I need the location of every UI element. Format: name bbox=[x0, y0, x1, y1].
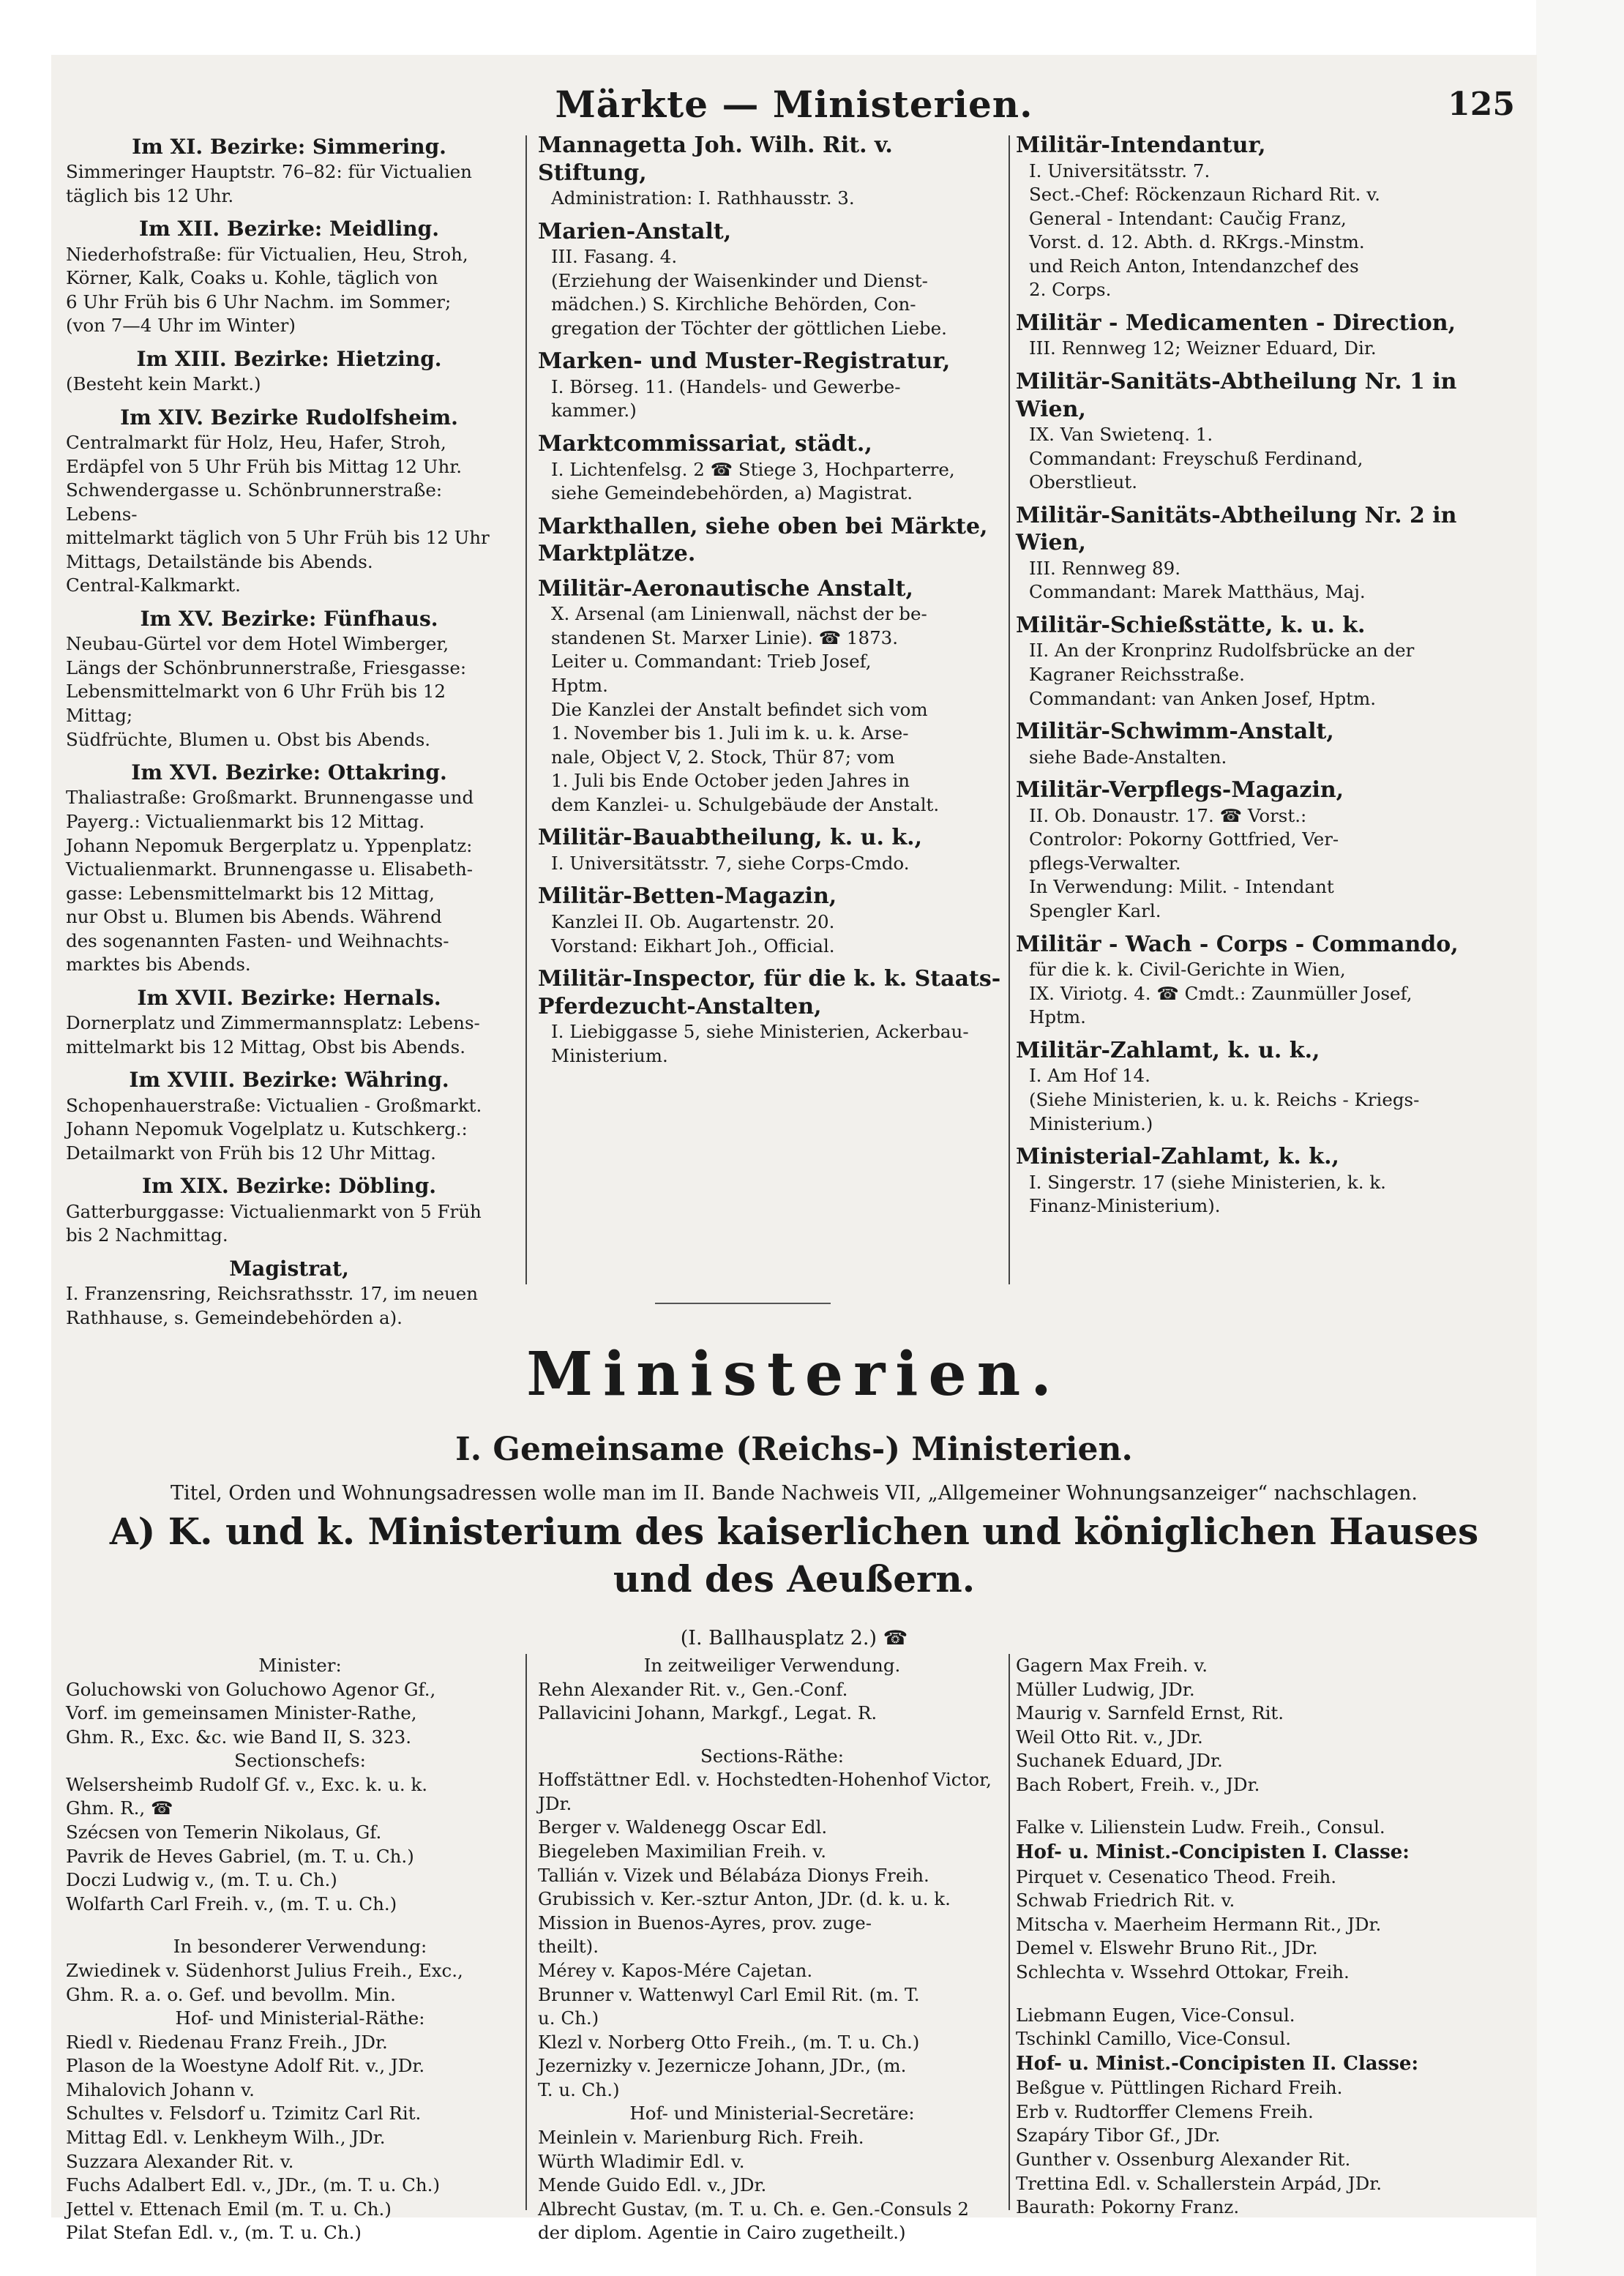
ministries-title: Ministerien. bbox=[526, 1339, 1062, 1410]
staff-entry: Brunner v. Wattenwyl Carl Emil Rit. (m. T. bbox=[538, 1983, 920, 2005]
staff-entry: Fuchs Adalbert Edl. v., JDr., (m. T. u. Ch.) bbox=[66, 2174, 441, 2196]
staff-entry: Tallián v. Vizek und Bélabáza Dionys Freih. bbox=[538, 1864, 929, 1886]
entry-title: Marktcommissariat, städt., bbox=[538, 431, 872, 457]
district-detail: Thaliastraße: Großmarkt. Brunnengasse und bbox=[66, 787, 474, 809]
district-entry bbox=[66, 605, 512, 752]
district-detail: Johann Nepomuk Vogelplatz u. Kutschkerg.: bbox=[66, 1118, 468, 1140]
staff-entry: Albrecht Gustav, (m. T. u. Ch. e. Gen.-Consuls 2 bbox=[538, 2198, 969, 2220]
entry-detail: IX. Van Swietenq. 1. bbox=[1029, 424, 1213, 446]
entry-detail: 2. Corps. bbox=[1029, 279, 1112, 301]
entry-title: Marken- und Muster-Registratur, bbox=[538, 348, 951, 375]
staff-group-heading: In besonderer Verwendung: bbox=[173, 1936, 427, 1958]
district-entry bbox=[66, 1255, 512, 1330]
district-detail: des sogenannten Fasten- und Weihnachts- bbox=[66, 929, 449, 951]
entry-detail: Commandant: Freyschuß Ferdinand, bbox=[1029, 447, 1363, 469]
entry-detail: III. Fasang. 4. bbox=[551, 246, 678, 268]
staff-entry: Berger v. Waldenegg Oscar Edl. bbox=[538, 1816, 828, 1838]
page-margin bbox=[1536, 0, 1624, 2276]
directory-entry bbox=[1016, 931, 1528, 1030]
staff-entry: Gagern Max Freih. v. bbox=[1016, 1655, 1208, 1676]
entry-detail: X. Arsenal (am Linienwall, nächst der be- bbox=[551, 603, 927, 625]
entry-detail: Leiter u. Commandant: Trieb Josef, bbox=[551, 651, 872, 673]
staff-column-middle bbox=[538, 1654, 1006, 2245]
district-detail: mittelmarkt täglich von 5 Uhr Früh bis 12 Uhr bbox=[66, 527, 490, 549]
entry-title: Ministerial-Zahlamt, k. k., bbox=[1016, 1144, 1339, 1170]
district-entry bbox=[66, 345, 512, 397]
staff-entry: Beßgue v. Püttlingen Richard Freih. bbox=[1016, 2077, 1343, 2099]
entry-detail: I. Börseg. 11. (Handels- und Gewerbe- bbox=[551, 375, 901, 397]
district-detail: Südfrüchte, Blumen u. Obst bis Abends. bbox=[66, 728, 431, 750]
staff-column-left bbox=[66, 1654, 534, 2245]
directory-entry bbox=[1016, 368, 1528, 495]
entry-title: Mannagetta Joh. Wilh. Rit. v. Stiftung, bbox=[538, 132, 893, 186]
directory-entry bbox=[1016, 310, 1528, 361]
district-heading: Im XIV. Bezirke Rudolfsheim. bbox=[120, 405, 458, 430]
entry-title: Militär-Betten-Magazin, bbox=[538, 883, 837, 910]
entry-detail: I. Universitätsstr. 7, siehe Corps-Cmdo. bbox=[551, 852, 910, 874]
entry-detail: In Verwendung: Milit. - Intendant bbox=[1029, 876, 1334, 898]
entry-title: Militär-Aeronautische Anstalt, bbox=[538, 575, 913, 602]
entry-detail: gregation der Töchter der göttlichen Liebe. bbox=[551, 317, 947, 339]
staff-entry: Erb v. Rudtorffer Clemens Freih. bbox=[1016, 2100, 1314, 2122]
staff-entry: Mitscha v. Maerheim Hermann Rit., JDr. bbox=[1016, 1913, 1382, 1935]
entry-detail: kammer.) bbox=[551, 400, 637, 422]
entry-detail: (Erziehung der Waisenkinder und Dienst- bbox=[551, 269, 928, 291]
staff-entry: Maurig v. Sarnfeld Ernst, Rit. bbox=[1016, 1702, 1284, 1724]
entry-detail: Sect.-Chef: Röckenzaun Richard Rit. v. bbox=[1029, 184, 1380, 206]
district-detail: Victualienmarkt. Brunnengasse u. Elisabeth- bbox=[66, 858, 474, 880]
directory-entry bbox=[1016, 502, 1528, 604]
staff-entry: Wolfarth Carl Freih. v., (m. T. u. Ch.) bbox=[66, 1893, 397, 1914]
entry-title: Militär-Intendantur, bbox=[1016, 132, 1266, 158]
staff-entry: Pavrik de Heves Gabriel, (m. T. u. Ch.) bbox=[66, 1845, 414, 1867]
entry-title: Militär - Medicamenten - Direction, bbox=[1016, 310, 1456, 336]
staff-entry: Müller Ludwig, JDr. bbox=[1016, 1678, 1195, 1700]
entry-detail: Finanz-Ministerium). bbox=[1029, 1195, 1221, 1217]
district-detail: nur Obst u. Blumen bis Abends. Während bbox=[66, 906, 442, 928]
entry-title: Militär-Inspector, für die k. k. Staats-Pferdezucht-Anstalten, bbox=[538, 966, 1001, 1019]
directory-entry bbox=[538, 824, 1006, 875]
staff-entry: Mittag Edl. v. Lenkheym Wilh., JDr. bbox=[66, 2126, 386, 2148]
staff-entry: Doczi Ludwig v., (m. T. u. Ch.) bbox=[66, 1869, 337, 1891]
staff-entry: Jezernizky v. Jezernicze Johann, JDr., (m. bbox=[538, 2055, 907, 2077]
staff-entry: Mérey v. Kapos-Mére Cajetan. bbox=[538, 1959, 813, 1981]
directory-entry bbox=[538, 348, 1006, 423]
staff-entry: Schlechta v. Wssehrd Ottokar, Freih. bbox=[1016, 1961, 1350, 1983]
district-detail: (von 7—4 Uhr im Winter) bbox=[66, 315, 296, 337]
district-detail: Central-Kalkmarkt. bbox=[66, 574, 241, 596]
staff-group-heading: Hof- u. Minist.-Concipisten II. Classe: bbox=[1016, 2052, 1419, 2075]
column-rule bbox=[1009, 1654, 1010, 2210]
staff-entry: Vorf. im gemeinsamen Minister-Rathe, bbox=[66, 1702, 417, 1724]
staff-entry: JDr. bbox=[538, 1792, 572, 1814]
district-detail: Johann Nepomuk Bergerplatz u. Yppenplatz: bbox=[66, 834, 473, 856]
staff-entry: Plason de la Woestyne Adolf Rit. v., JDr. bbox=[66, 2055, 425, 2077]
staff-entry: der diplom. Agentie in Cairo zugetheilt.) bbox=[538, 2222, 906, 2244]
directory-column-middle bbox=[538, 132, 1006, 1075]
entry-detail: I. Singerstr. 17 (siehe Ministerien, k. k. bbox=[1029, 1171, 1386, 1193]
directory-entry bbox=[538, 218, 1006, 341]
entry-detail: für die k. k. Civil-Gerichte in Wien, bbox=[1029, 959, 1346, 981]
entry-detail: Controlor: Pokorny Gottfried, Ver- bbox=[1029, 828, 1339, 850]
district-detail: Payerg.: Victualienmarkt bis 12 Mittag. bbox=[66, 810, 425, 832]
staff-entry: Hoffstättner Edl. v. Hochstedten-Hohenhof Victor, bbox=[538, 1769, 992, 1791]
entry-detail: pflegs-Verwalter. bbox=[1029, 852, 1181, 874]
entry-detail: General - Intendant: Caučig Franz, bbox=[1029, 207, 1347, 229]
ministry-address: (I. Ballhausplatz 2.) ☎ bbox=[680, 1627, 908, 1650]
entry-detail: siehe Bade-Anstalten. bbox=[1029, 746, 1227, 768]
staff-entry: Biegeleben Maximilian Freih. v. bbox=[538, 1841, 826, 1863]
staff-entry: Ghm. R., Exc. &c. wie Band II, S. 323. bbox=[66, 1726, 411, 1748]
entry-detail: Hptm. bbox=[1029, 1006, 1086, 1028]
entry-title: Militär - Wach - Corps - Commando, bbox=[1016, 931, 1459, 957]
staff-entry: Würth Wladimir Edl. v. bbox=[538, 2150, 745, 2172]
staff-column-right bbox=[1016, 1654, 1528, 2220]
spacer bbox=[1016, 1985, 1528, 2004]
district-detail: Schopenhauerstraße: Victualien - Großmarkt. bbox=[66, 1094, 482, 1116]
staff-entry: Schultes v. Felsdorf u. Tzimitz Carl Rit. bbox=[66, 2103, 422, 2125]
spacer bbox=[1016, 1797, 1528, 1816]
district-heading: Im XII. Bezirke: Meidling. bbox=[139, 217, 439, 242]
staff-entry: u. Ch.) bbox=[538, 2007, 599, 2029]
district-entry bbox=[66, 215, 512, 338]
entry-detail: I. Lichtenfelsg. 2 ☎ Stiege 3, Hochparterre, bbox=[551, 458, 955, 480]
entry-detail: Vorstand: Eikhart Joh., Official. bbox=[551, 935, 835, 957]
entry-title: Militär-Sanitäts-Abtheilung Nr. 1 in Wien, bbox=[1016, 369, 1457, 422]
district-entry bbox=[66, 759, 512, 977]
page-number: 125 bbox=[1448, 86, 1515, 123]
spacer bbox=[66, 1916, 534, 1935]
staff-group-heading: Hof- u. Minist.-Concipisten I. Classe: bbox=[1016, 1841, 1410, 1864]
entry-title: Militär-Zahlamt, k. u. k., bbox=[1016, 1037, 1320, 1063]
staff-entry: Szapáry Tibor Gf., JDr. bbox=[1016, 2125, 1221, 2146]
directory-column-right bbox=[1016, 132, 1528, 1226]
staff-entry: Welsersheimb Rudolf Gf. v., Exc. k. u. k. bbox=[66, 1773, 428, 1795]
entry-detail: standenen St. Marxer Linie). ☎ 1873. bbox=[551, 626, 899, 648]
entry-detail: III. Rennweg 12; Weizner Eduard, Dir. bbox=[1029, 337, 1377, 359]
section-divider bbox=[655, 1303, 831, 1304]
staff-entry: Bach Robert, Freih. v., JDr. bbox=[1016, 1773, 1260, 1795]
entry-detail: Kanzlei II. Ob. Augartenstr. 20. bbox=[551, 910, 835, 932]
directory-page bbox=[51, 55, 1537, 2244]
district-detail: Mittags, Detailstände bis Abends. bbox=[66, 550, 373, 572]
staff-group-heading: In zeitweiliger Verwendung. bbox=[643, 1655, 901, 1676]
district-detail: Lebensmittelmarkt von 6 Uhr Früh bis 12 Mittag; bbox=[66, 681, 446, 726]
staff-entry: Grubissich v. Ker.-sztur Anton, JDr. (d. k. u. k. bbox=[538, 1888, 951, 1910]
directory-entry bbox=[538, 430, 1006, 506]
spacer bbox=[538, 1726, 1006, 1745]
district-detail: Gatterburggasse: Victualienmarkt von 5 Früh bbox=[66, 1200, 482, 1222]
column-rule bbox=[1009, 135, 1010, 1284]
district-heading: Im XV. Bezirke: Fünfhaus. bbox=[140, 607, 438, 632]
district-detail: Detailmarkt von Früh bis 12 Uhr Mittag. bbox=[66, 1142, 436, 1164]
staff-entry: Pallavicini Johann, Markgf., Legat. R. bbox=[538, 1702, 878, 1724]
district-heading: Im XI. Bezirke: Simmering. bbox=[132, 135, 446, 159]
directory-entry bbox=[538, 965, 1006, 1068]
staff-entry: Ghm. R. a. o. Gef. und bevollm. Min. bbox=[66, 1983, 396, 2005]
lookup-note: Titel, Orden und Wohnungsadressen wolle man im II. Bande Nachweis VII, „Allgemeiner Wohnungsanzeiger“ nachschlagen. bbox=[171, 1482, 1418, 1505]
district-detail: I. Franzensring, Reichsrathsstr. 17, im neuen bbox=[66, 1283, 479, 1304]
district-heading: Im XVIII. Bezirke: Währing. bbox=[129, 1068, 449, 1093]
entry-detail: Commandant: van Anken Josef, Hptm. bbox=[1029, 687, 1377, 709]
ministry-section-title: A) K. und k. Ministerium des kaiserlichen und königlichen Hauses und des Aeußern. bbox=[109, 1510, 1479, 1601]
district-detail: Neubau-Gürtel vor dem Hotel Wimberger, bbox=[66, 633, 449, 655]
staff-entry: Baurath: Pokorny Franz. bbox=[1016, 2196, 1240, 2218]
entry-detail: II. Ob. Donaustr. 17. ☎ Vorst.: bbox=[1029, 804, 1307, 826]
column-rule bbox=[525, 135, 527, 1284]
staff-entry: Mihalovich Johann v. bbox=[66, 2078, 255, 2100]
staff-entry: Weil Otto Rit. v., JDr. bbox=[1016, 1726, 1203, 1748]
staff-entry: Pirquet v. Cesenatico Theod. Freih. bbox=[1016, 1865, 1337, 1887]
staff-entry: T. u. Ch.) bbox=[538, 2078, 620, 2100]
staff-entry: Mende Guido Edl. v., JDr. bbox=[538, 2174, 767, 2196]
district-heading: Im XVII. Bezirke: Hernals. bbox=[137, 986, 441, 1011]
entry-detail: Commandant: Marek Matthäus, Maj. bbox=[1029, 581, 1366, 603]
staff-entry: Tschinkl Camillo, Vice-Consul. bbox=[1016, 2028, 1291, 2050]
entry-detail: nale, Object V, 2. Stock, Thür 87; vom bbox=[551, 746, 895, 768]
entry-detail: 1. Juli bis Ende October jeden Jahres in bbox=[551, 770, 910, 792]
entry-detail: Spengler Karl. bbox=[1029, 900, 1161, 922]
staff-group-heading: Hof- und Ministerial-Räthe: bbox=[175, 2007, 425, 2029]
entry-detail: II. An der Kronprinz Rudolfsbrücke an der bbox=[1029, 640, 1415, 662]
staff-entry: Zwiedinek v. Südenhorst Julius Freih., Exc., bbox=[66, 1959, 463, 1981]
district-detail: Simmeringer Hauptstr. 76–82: für Victualien bbox=[66, 161, 472, 183]
district-detail: täglich bis 12 Uhr. bbox=[66, 184, 234, 206]
district-entry bbox=[66, 404, 512, 598]
staff-entry: Meinlein v. Marienburg Rich. Freih. bbox=[538, 2126, 864, 2148]
district-detail: Körner, Kalk, Coaks u. Kohle, täglich von bbox=[66, 267, 438, 289]
directory-entry bbox=[1016, 1143, 1528, 1219]
entry-detail: Vorst. d. 12. Abth. d. RKrgs.-Minstm. bbox=[1029, 231, 1365, 253]
ministries-subtitle: I. Gemeinsame (Reichs-) Ministerien. bbox=[455, 1431, 1133, 1468]
entry-detail: III. Rennweg 89. bbox=[1029, 557, 1181, 579]
entry-detail: dem Kanzlei- u. Schulgebäude der Anstalt. bbox=[551, 793, 940, 815]
directory-entry bbox=[538, 575, 1006, 817]
entry-detail: 1. November bis 1. Juli im k. u. k. Arse- bbox=[551, 722, 909, 744]
district-detail: Centralmarkt für Holz, Heu, Hafer, Stroh, bbox=[66, 431, 446, 453]
staff-entry: Riedl v. Riedenau Franz Freih., JDr. bbox=[66, 2031, 388, 2053]
district-detail: Rathhause, s. Gemeindebehörden a). bbox=[66, 1306, 403, 1328]
staff-entry: Suzzara Alexander Rit. v. bbox=[66, 2150, 294, 2172]
entry-detail: I. Am Hof 14. bbox=[1029, 1065, 1150, 1087]
directory-entry bbox=[1016, 1037, 1528, 1136]
entry-detail: Hptm. bbox=[551, 674, 608, 696]
district-detail: mittelmarkt bis 12 Mittag, Obst bis Abends. bbox=[66, 1036, 465, 1057]
district-entry bbox=[66, 1066, 512, 1165]
entry-detail: IX. Viriotg. 4. ☎ Cmdt.: Zaunmüller Josef, bbox=[1029, 982, 1412, 1004]
staff-entry: Suchanek Eduard, JDr. bbox=[1016, 1750, 1223, 1772]
district-detail: bis 2 Nachmittag. bbox=[66, 1224, 228, 1246]
district-heading: Im XIX. Bezirke: Döbling. bbox=[141, 1174, 437, 1199]
entry-title: Markthallen, siehe oben bei Märkte, Marktplätze. bbox=[538, 513, 988, 567]
market-column bbox=[66, 132, 512, 1337]
staff-entry: theilt). bbox=[538, 1936, 599, 1958]
entry-title: Militär-Schießstätte, k. u. k. bbox=[1016, 612, 1366, 638]
staff-entry: Rehn Alexander Rit. v., Gen.-Conf. bbox=[538, 1678, 848, 1700]
staff-entry: Liebmann Eugen, Vice-Consul. bbox=[1016, 2004, 1295, 2026]
directory-entry bbox=[538, 513, 1006, 568]
entry-detail: Ministerium. bbox=[551, 1044, 668, 1066]
staff-entry: Ghm. R., ☎ bbox=[66, 1797, 173, 1819]
entry-detail: Die Kanzlei der Anstalt befindet sich vom bbox=[551, 698, 928, 720]
directory-entry bbox=[538, 883, 1006, 958]
staff-entry: Goluchowski von Goluchowo Agenor Gf., bbox=[66, 1678, 436, 1700]
staff-entry: Schwab Friedrich Rit. v. bbox=[1016, 1890, 1235, 1912]
entry-title: Militär-Bauabtheilung, k. u. k., bbox=[538, 825, 923, 851]
district-detail: gasse: Lebensmittelmarkt bis 12 Mittag, bbox=[66, 882, 435, 904]
entry-detail: I. Universitätsstr. 7. bbox=[1029, 160, 1210, 181]
staff-entry: Gunther v. Ossenburg Alexander Rit. bbox=[1016, 2148, 1351, 2170]
district-heading: Im XIII. Bezirke: Hietzing. bbox=[136, 346, 442, 371]
staff-entry: Pilat Stefan Edl. v., (m. T. u. Ch.) bbox=[66, 2222, 362, 2244]
entry-detail: und Reich Anton, Intendanzchef des bbox=[1029, 255, 1359, 277]
staff-group-heading: Hof- und Ministerial-Secretäre: bbox=[629, 2103, 915, 2125]
staff-entry: Trettina Edl. v. Schallerstein Arpád, JDr. bbox=[1016, 2172, 1382, 2194]
entry-detail: siehe Gemeindebehörden, a) Magistrat. bbox=[551, 482, 913, 504]
staff-entry: Szécsen von Temerin Nikolaus, Gf. bbox=[66, 1822, 382, 1843]
district-detail: Niederhofstraße: für Victualien, Heu, Stroh, bbox=[66, 243, 468, 265]
entry-detail: Administration: I. Rathhausstr. 3. bbox=[551, 187, 855, 209]
entry-detail: Oberstlieut. bbox=[1029, 471, 1137, 493]
entry-title: Militär-Schwimm-Anstalt, bbox=[1016, 719, 1334, 745]
district-heading: Magistrat, bbox=[229, 1256, 349, 1281]
directory-entry bbox=[1016, 132, 1528, 302]
entry-title: Marien-Anstalt, bbox=[538, 218, 732, 244]
directory-entry bbox=[538, 132, 1006, 211]
entry-title: Militär-Sanitäts-Abtheilung Nr. 2 in Wien, bbox=[1016, 502, 1457, 556]
district-detail: Erdäpfel von 5 Uhr Früh bis Mittag 12 Uhr. bbox=[66, 455, 463, 477]
district-detail: marktes bis Abends. bbox=[66, 954, 251, 976]
entry-detail: Ministerium.) bbox=[1029, 1112, 1153, 1134]
directory-entry bbox=[1016, 718, 1528, 769]
running-title: Märkte — Ministerien. bbox=[555, 83, 1033, 126]
entry-detail: I. Liebiggasse 5, siehe Ministerien, Ackerbau- bbox=[551, 1021, 969, 1043]
staff-entry: Mission in Buenos-Ayres, prov. zuge- bbox=[538, 1912, 872, 1934]
entry-detail: mädchen.) S. Kirchliche Behörden, Con- bbox=[551, 293, 916, 315]
staff-entry: Klezl v. Norberg Otto Freih., (m. T. u. Ch.) bbox=[538, 2031, 920, 2053]
staff-entry: Jettel v. Ettenach Emil (m. T. u. Ch.) bbox=[66, 2198, 392, 2220]
directory-entry bbox=[1016, 612, 1528, 711]
staff-entry: Falke v. Lilienstein Ludw. Freih., Consul. bbox=[1016, 1816, 1385, 1838]
staff-entry: Demel v. Elswehr Bruno Rit., JDr. bbox=[1016, 1937, 1318, 1959]
district-detail: Dornerplatz und Zimmermannsplatz: Lebens- bbox=[66, 1012, 480, 1034]
district-entry bbox=[66, 984, 512, 1059]
entry-detail: (Siehe Ministerien, k. u. k. Reichs - Kriegs- bbox=[1029, 1088, 1420, 1110]
entry-title: Militär-Verpflegs-Magazin, bbox=[1016, 777, 1344, 804]
district-entry bbox=[66, 1172, 512, 1247]
staff-group-heading: Minister: bbox=[258, 1655, 342, 1676]
staff-group-heading: Sectionschefs: bbox=[234, 1750, 366, 1772]
directory-entry bbox=[1016, 776, 1528, 923]
district-detail: 6 Uhr Früh bis 6 Uhr Nachm. im Sommer; bbox=[66, 291, 452, 312]
district-heading: Im XVI. Bezirke: Ottakring. bbox=[131, 760, 447, 785]
staff-group-heading: Sections-Räthe: bbox=[700, 1745, 845, 1767]
district-detail: (Besteht kein Markt.) bbox=[66, 373, 261, 395]
district-detail: Schwendergasse u. Schönbrunnerstraße: Lebens- bbox=[66, 479, 443, 525]
district-detail: Längs der Schönbrunnerstraße, Friesgasse: bbox=[66, 656, 467, 678]
district-entry bbox=[66, 133, 512, 208]
entry-detail: Kagraner Reichsstraße. bbox=[1029, 664, 1245, 686]
